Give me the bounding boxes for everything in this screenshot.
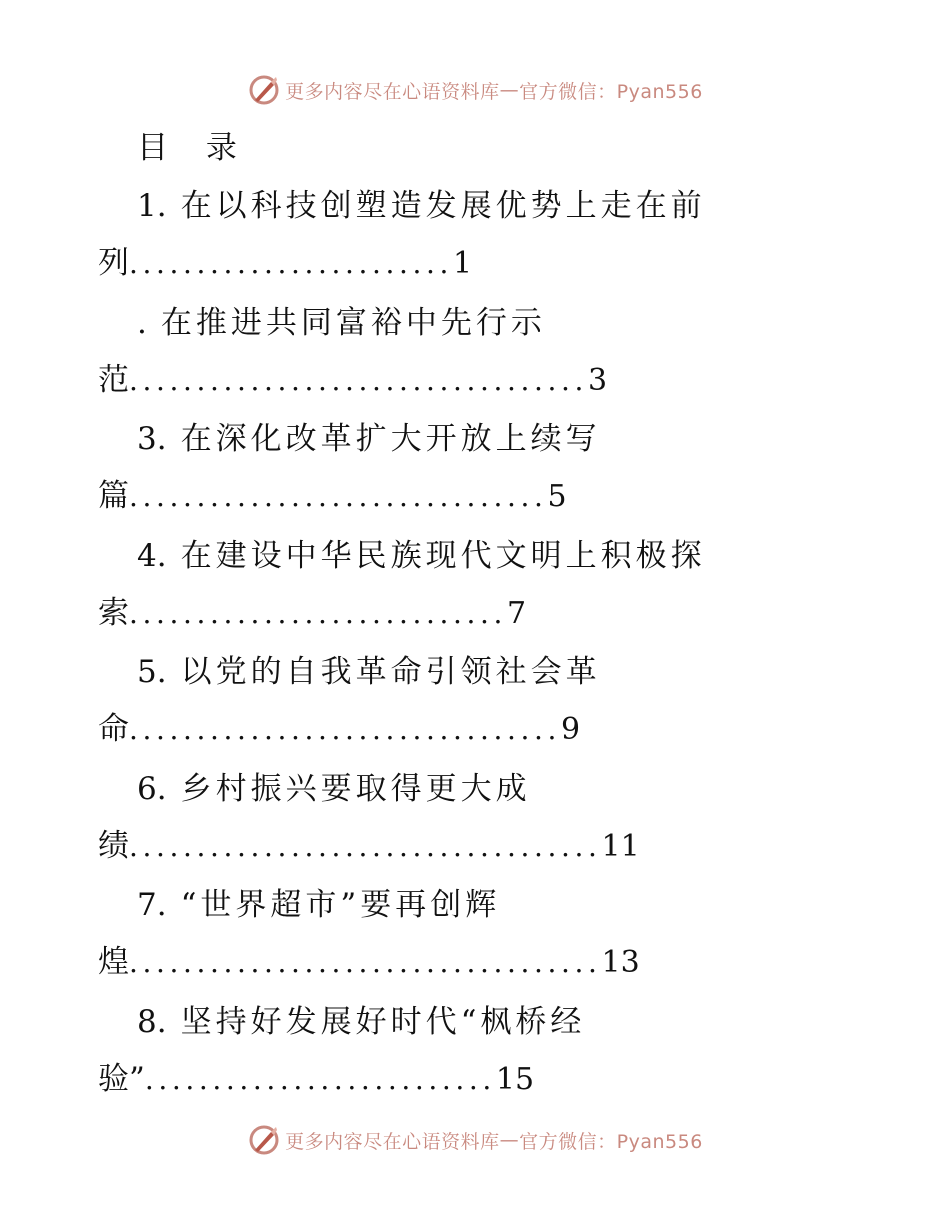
watermark-banner-top	[0, 70, 950, 110]
toc-entry-continuation[interactable]	[98, 942, 640, 982]
toc-entry-heading[interactable]	[137, 536, 706, 576]
toc-entry-title: 以党的自我革命引领社会革	[180, 654, 601, 690]
toc-entry-continuation[interactable]	[98, 709, 580, 749]
toc-entry-number: 8.	[137, 1004, 167, 1040]
toc-entry-title: 乡村振兴要取得更大成	[180, 771, 531, 807]
toc-leader-dots: ..........................	[144, 1063, 496, 1096]
toc-entry-continuation[interactable]	[98, 593, 526, 633]
toc-entry-number: 7.	[137, 887, 167, 923]
watermark-dash: —	[499, 79, 520, 101]
toc-entry-continuation[interactable]	[98, 243, 472, 283]
toc-entry-continuation[interactable]	[98, 476, 567, 516]
toc-page-number: 3	[588, 363, 608, 398]
toc-entry-title-tail: 煌	[98, 944, 129, 980]
toc-entry-number: 5.	[137, 654, 167, 690]
toc-page-number: 9	[561, 712, 581, 747]
toc-entry-title-tail: 命	[98, 711, 129, 747]
toc-entry-title: 在深化改革扩大开放上续写	[180, 421, 601, 457]
toc-entry-continuation[interactable]	[98, 360, 607, 400]
toc-leader-dots: ...................................	[129, 830, 602, 863]
quill-logo-icon	[247, 1123, 281, 1157]
toc-page-number: 11	[601, 829, 640, 864]
toc-entry-heading[interactable]	[137, 885, 500, 925]
watermark-text: 更多内容尽在心语资料库	[285, 80, 500, 103]
toc-entry-number: 1.	[137, 188, 167, 224]
toc-entry-number: 6.	[137, 771, 167, 807]
toc-page-number: 1	[453, 246, 473, 281]
quill-logo-icon	[247, 73, 281, 107]
toc-title: 目 录	[137, 130, 251, 166]
toc-entry-heading[interactable]	[137, 652, 601, 692]
toc-entry-title-tail: 索	[98, 595, 129, 631]
toc-entry-heading[interactable]	[137, 186, 706, 226]
watermark-banner-bottom	[0, 1120, 950, 1160]
toc-entry-continuation[interactable]	[98, 826, 640, 866]
toc-entry-title: “世界超市”要再创辉	[180, 887, 501, 923]
toc-entry-title-tail: 范	[98, 362, 129, 398]
toc-entry-continuation[interactable]	[98, 1059, 534, 1099]
watermark-suffix: 官方微信：Pyan556	[519, 1130, 703, 1153]
toc-entry-title-tail: 验”	[98, 1061, 145, 1097]
toc-page-number: 13	[601, 945, 640, 980]
toc-entry-number: 3.	[137, 421, 167, 457]
toc-entry-title: 在推进共同富裕中先行示	[160, 305, 546, 341]
toc-entry-title: 坚持好发展好时代“枫桥经	[180, 1004, 586, 1040]
toc-leader-dots: ..................................	[129, 364, 589, 397]
toc-leader-dots: ........................	[129, 247, 454, 280]
toc-entry-number: .	[137, 305, 147, 341]
toc-page-number: 15	[495, 1062, 535, 1097]
toc-entry-heading[interactable]	[137, 769, 531, 809]
toc-entry-title-tail: 篇	[98, 478, 129, 514]
toc-leader-dots: ...................................	[129, 946, 602, 979]
toc-entry-heading[interactable]	[137, 303, 546, 343]
toc-entry-title-tail: 列	[98, 245, 129, 281]
toc-entry-title: 在建设中华民族现代文明上积极探	[180, 538, 706, 574]
toc-entry-heading[interactable]	[137, 419, 601, 459]
toc-entry-title-tail: 绩	[98, 828, 129, 864]
watermark-dash: —	[499, 1129, 520, 1151]
watermark-suffix: 官方微信：Pyan556	[519, 80, 703, 103]
toc-page-number: 5	[547, 479, 567, 514]
toc-entry-title: 在以科技创塑造发展优势上走在前	[180, 188, 706, 224]
toc-entry-heading[interactable]	[137, 1002, 585, 1042]
toc-leader-dots: ................................	[129, 713, 562, 746]
toc-page-number: 7	[507, 596, 527, 631]
toc-entry-number: 4.	[137, 538, 167, 574]
toc-leader-dots: ............................	[129, 597, 508, 630]
watermark-text: 更多内容尽在心语资料库	[285, 1130, 500, 1153]
toc-leader-dots: ...............................	[129, 480, 548, 513]
